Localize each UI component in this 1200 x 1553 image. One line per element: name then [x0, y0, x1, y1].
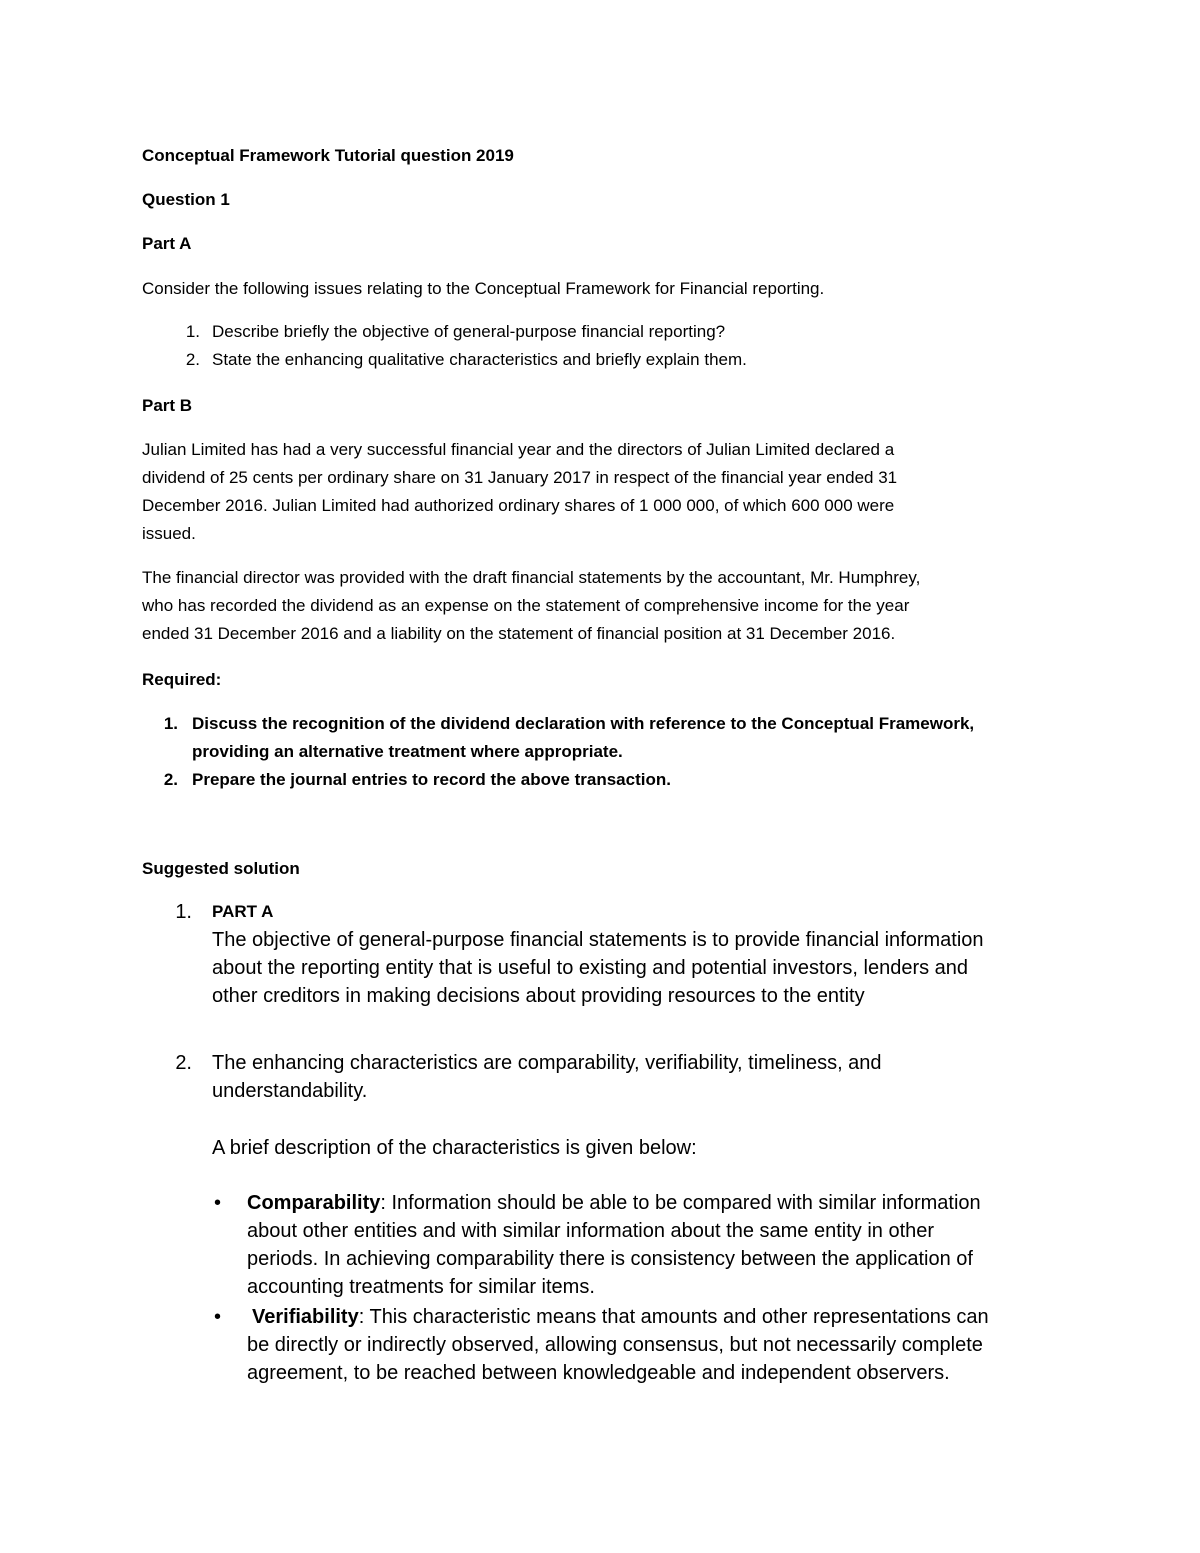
list-number: 1. — [175, 901, 192, 923]
bullet-item — [212, 1189, 1112, 1301]
list-item — [142, 1049, 1082, 1109]
bullet-text: agreement, to be reached between knowledgeable and independent observers. — [247, 1362, 950, 1384]
paragraph-line: dividend of 25 cents per ordinary share on 31 January 2017 in respect of the financial year ended 31 — [142, 468, 898, 487]
list-text: understandability. — [212, 1080, 368, 1102]
bullet-first-line — [252, 1303, 989, 1331]
document-title: Conceptual Framework Tutorial question 2019 — [142, 146, 514, 165]
bullet-icon: • — [214, 1192, 222, 1214]
list-text: The enhancing characteristics are comparability, verifiability, timeliness, and — [212, 1052, 882, 1074]
list-text: other creditors in making decisions about providing resources to the entity — [212, 985, 865, 1007]
list-item — [142, 318, 1042, 346]
list-text: State the enhancing qualitative characteristics and briefly explain them. — [212, 350, 747, 369]
paragraph-line: December 2016. Julian Limited had authorized ordinary shares of 1 000 000, of which 600 000 were — [142, 496, 895, 515]
bullet-text: about other entities and with similar information about the same entity in other — [247, 1220, 935, 1242]
part-a-heading: Part A — [142, 234, 192, 253]
list-text: Describe briefly the objective of general-purpose financial reporting? — [212, 322, 726, 341]
paragraph-line: The financial director was provided with the draft financial statements by the accountant, Mr. Humphrey, — [142, 568, 921, 587]
paragraph-line: issued. — [142, 524, 196, 543]
bullet-text: : Information should be able to be compared with similar information — [380, 1192, 981, 1214]
list-text: providing an alternative treatment where appropriate. — [192, 742, 623, 761]
list-text: Prepare the journal entries to record the above transaction. — [192, 770, 671, 789]
list-text: Discuss the recognition of the dividend declaration with reference to the Conceptual Framework, — [192, 714, 975, 733]
paragraph-line: ended 31 December 2016 and a liability on the statement of financial position at 31 December 2016. — [142, 624, 896, 643]
bullet-text: : This characteristic means that amounts and other representations can — [358, 1306, 989, 1328]
question-heading: Question 1 — [142, 190, 230, 209]
bullet-term: Verifiability — [252, 1306, 359, 1328]
list-number: 1. — [163, 714, 178, 733]
bullet-text: be directly or indirectly observed, allowing consensus, but not necessarily complete — [247, 1334, 983, 1356]
part-a-intro: Consider the following issues relating to the Conceptual Framework for Financial reporting. — [142, 279, 825, 298]
paragraph-line: Julian Limited has had a very successful financial year and the directors of Julian Limited declared a — [142, 440, 895, 459]
list-number: 2. — [163, 770, 178, 789]
bullet-item — [212, 1303, 1112, 1387]
list-item — [142, 710, 1062, 766]
bullet-text: periods. In achieving comparability there is consistency between the application of — [247, 1248, 973, 1270]
list-text: about the reporting entity that is useful to existing and potential investors, lenders and — [212, 957, 969, 979]
list-item — [142, 766, 1062, 794]
part-b-heading: Part B — [142, 396, 193, 415]
bullet-first-line — [247, 1189, 981, 1217]
list-item — [142, 898, 1082, 1018]
list-number: 2. — [175, 1052, 192, 1074]
bullet-text: accounting treatments for similar items. — [247, 1276, 595, 1298]
part-a-label: PART A — [212, 902, 274, 921]
brief-description: A brief description of the characteristics is given below: — [212, 1137, 697, 1159]
list-number: 2. — [185, 350, 200, 369]
list-item — [142, 346, 1042, 374]
list-number: 1. — [185, 322, 200, 341]
required-heading: Required: — [142, 670, 222, 689]
solution-heading: Suggested solution — [142, 859, 300, 878]
bullet-term: Comparability — [247, 1192, 381, 1214]
bullet-icon: • — [214, 1306, 222, 1328]
list-text: The objective of general-purpose financial statements is to provide financial information — [212, 929, 984, 951]
paragraph-line: who has recorded the dividend as an expense on the statement of comprehensive income for the year — [142, 596, 910, 615]
